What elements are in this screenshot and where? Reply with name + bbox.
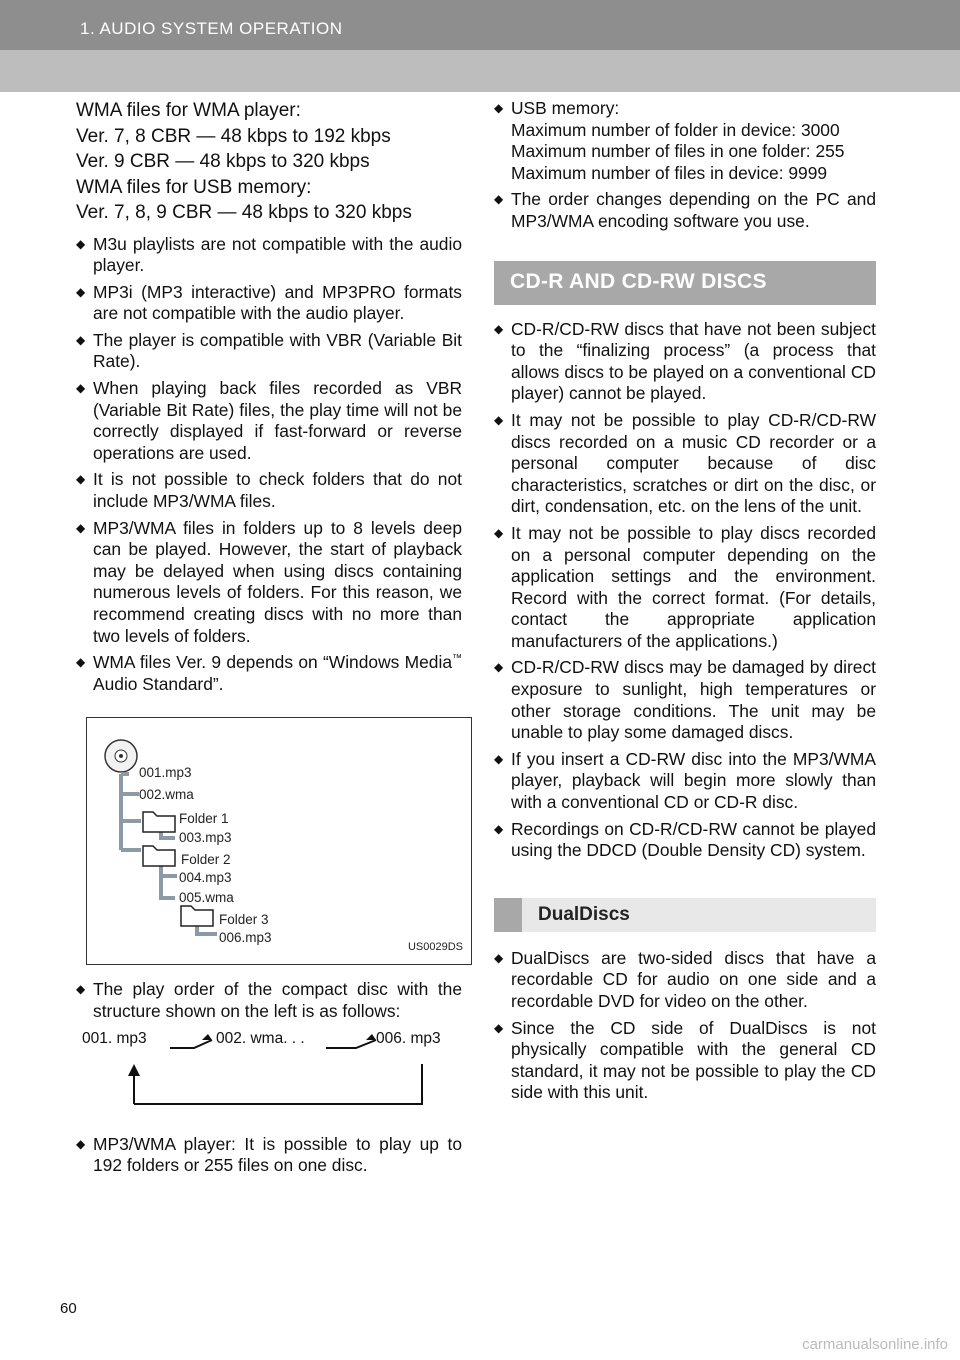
list-item: ◆ It may not be possible to play CD-R/CD-RW discs recorded on a music CD recorder or a personal computer because of disc characteristics, scratches or dirt on the disc, or dirt, condensation, etc. on the lens of the unit. <box>494 410 876 518</box>
file-label: 003.mp3 <box>179 830 232 846</box>
wma-spec-line: Ver. 7, 8, 9 CBR — 48 kbps to 320 kbps <box>76 202 412 223</box>
list-item: ◆ M3u playlists are not compatible with the audio player. <box>76 234 462 277</box>
list-item: ◆ CD-R/CD-RW discs that have not been subject to the “finalizing process” (a process that allows discs to be played on a conventional CD player) cannot be played. <box>494 319 876 405</box>
wma-spec-block <box>76 98 462 226</box>
right-column <box>494 98 876 1109</box>
subsection-heading <box>494 898 876 932</box>
folder-label: Folder 2 <box>181 852 231 868</box>
folder-icon <box>143 812 175 832</box>
usb-line: ◆ USB memory: <box>511 98 620 118</box>
bullet-list <box>76 234 462 696</box>
section-heading <box>494 261 876 305</box>
figure-code: US0029DS <box>407 940 463 953</box>
file-label: 004.mp3 <box>179 870 232 886</box>
list-item: ◆ DualDiscs are two-sided discs that have a recordable CD for audio on one side and a recordable DVD for video on the other. <box>494 948 876 1013</box>
left-column <box>76 98 462 1182</box>
usb-line: Maximum number of files in device: 9999 <box>511 162 828 183</box>
usb-line: Maximum number of files in one folder: 255 <box>511 141 845 162</box>
file-label: 005.wma <box>179 890 234 906</box>
wma-spec-line: Ver. 7, 8 CBR — 48 kbps to 192 kbps <box>76 125 391 147</box>
play-order-item: 001. mp3 <box>82 1029 147 1047</box>
list-item: ◆ It may not be possible to play discs recorded on a personal computer depending on the application settings and the environment. Record with the correct format. (For details, contact the appropriate application manufacturers of the applications.) <box>494 523 876 653</box>
folder-label: Folder 1 <box>179 811 229 827</box>
file-label: 001.mp3 <box>139 765 192 781</box>
bullet-list <box>494 948 876 1104</box>
watermark: carmanualsonline.info <box>802 1336 948 1353</box>
wma-spec-line: WMA files for USB memory: <box>76 176 312 198</box>
page-header <box>0 0 960 92</box>
bullet-list <box>76 979 462 1022</box>
list-item: ◆ The play order of the compact disc with the structure shown on the left is as follows: <box>76 979 462 1022</box>
list-item: ◆ CD-R/CD-RW discs may be damaged by direct exposure to sunlight, high temperatures or other storage conditions. The unit may be unable to play some damaged discs. <box>494 657 876 743</box>
wma-spec-line: Ver. 9 CBR — 48 kbps to 320 kbps <box>76 151 370 172</box>
file-label: 002.wma <box>139 787 194 803</box>
list-item: ◆ Recordings on CD-R/CD-RW cannot be played using the DDCD (Double Density CD) system. <box>494 819 876 862</box>
folder-icon <box>181 906 213 926</box>
list-item: ◆ If you insert a CD-RW disc into the MP3/WMA player, playback will begin more slowly than with a conventional CD or CD-R disc. <box>494 749 876 814</box>
folder-structure-figure <box>86 717 472 965</box>
windows-media-item <box>76 652 462 695</box>
play-order-item: 006. mp3 <box>376 1029 441 1047</box>
list-item: ◆ When playing back files recorded as VBR (Variable Bit Rate) files, the play time will not be correctly displayed if fast-forward or reverse operations are used. <box>76 378 462 464</box>
folder-icon <box>143 846 175 866</box>
bullet-list <box>494 98 876 233</box>
list-item: ◆ MP3/WMA player: It is possible to play up to 192 folders or 255 files on one disc. <box>76 1134 462 1177</box>
play-order-diagram <box>76 1028 462 1116</box>
list-item: ◆ Since the CD side of DualDiscs is not physically compatible with the general CD standard, it may not be possible to play the CD side with this unit. <box>494 1018 876 1104</box>
folder-label: Folder 3 <box>219 912 269 928</box>
folder-tree-diagram <box>87 718 471 964</box>
subsection-tab <box>494 898 522 932</box>
usb-line: Maximum number of folder in device: 3000 <box>511 119 840 140</box>
subsection-title: DualDiscs <box>538 903 630 925</box>
list-item: ◆ The order changes depending on the PC and MP3/WMA encoding software you use. <box>494 189 876 232</box>
windows-media-text: WMA files Ver. 9 depends on “Windows Media <box>93 652 452 673</box>
trademark-symbol: ™ <box>452 653 462 665</box>
usb-memory-item <box>494 98 876 184</box>
page-number: 60 <box>60 1300 77 1317</box>
wma-spec-line: WMA files for WMA player: <box>76 100 301 121</box>
section-title: CD-R AND CD-RW DISCS <box>510 269 767 293</box>
list-item: ◆ The player is compatible with VBR (Variable Bit Rate). <box>76 330 462 373</box>
bullet-list <box>76 1134 462 1177</box>
play-order-item: 002. wma. . . <box>216 1029 305 1047</box>
disc-icon <box>105 740 137 772</box>
header-title: 1. AUDIO SYSTEM OPERATION <box>80 19 343 38</box>
bullet-list <box>494 319 876 862</box>
windows-media-text-end: Audio Standard”. <box>93 673 224 694</box>
list-item: ◆ MP3i (MP3 interactive) and MP3PRO formats are not compatible with the audio player. <box>76 282 462 325</box>
list-item: ◆ MP3/WMA files in folders up to 8 levels deep can be played. However, the start of playback may be delayed when using discs containing numerous levels of folders. For this reason, we recommend creating discs with no more than two levels of folders. <box>76 518 462 648</box>
file-label: 006.mp3 <box>219 930 272 946</box>
list-item: ◆ It is not possible to check folders that do not include MP3/WMA files. <box>76 469 462 512</box>
